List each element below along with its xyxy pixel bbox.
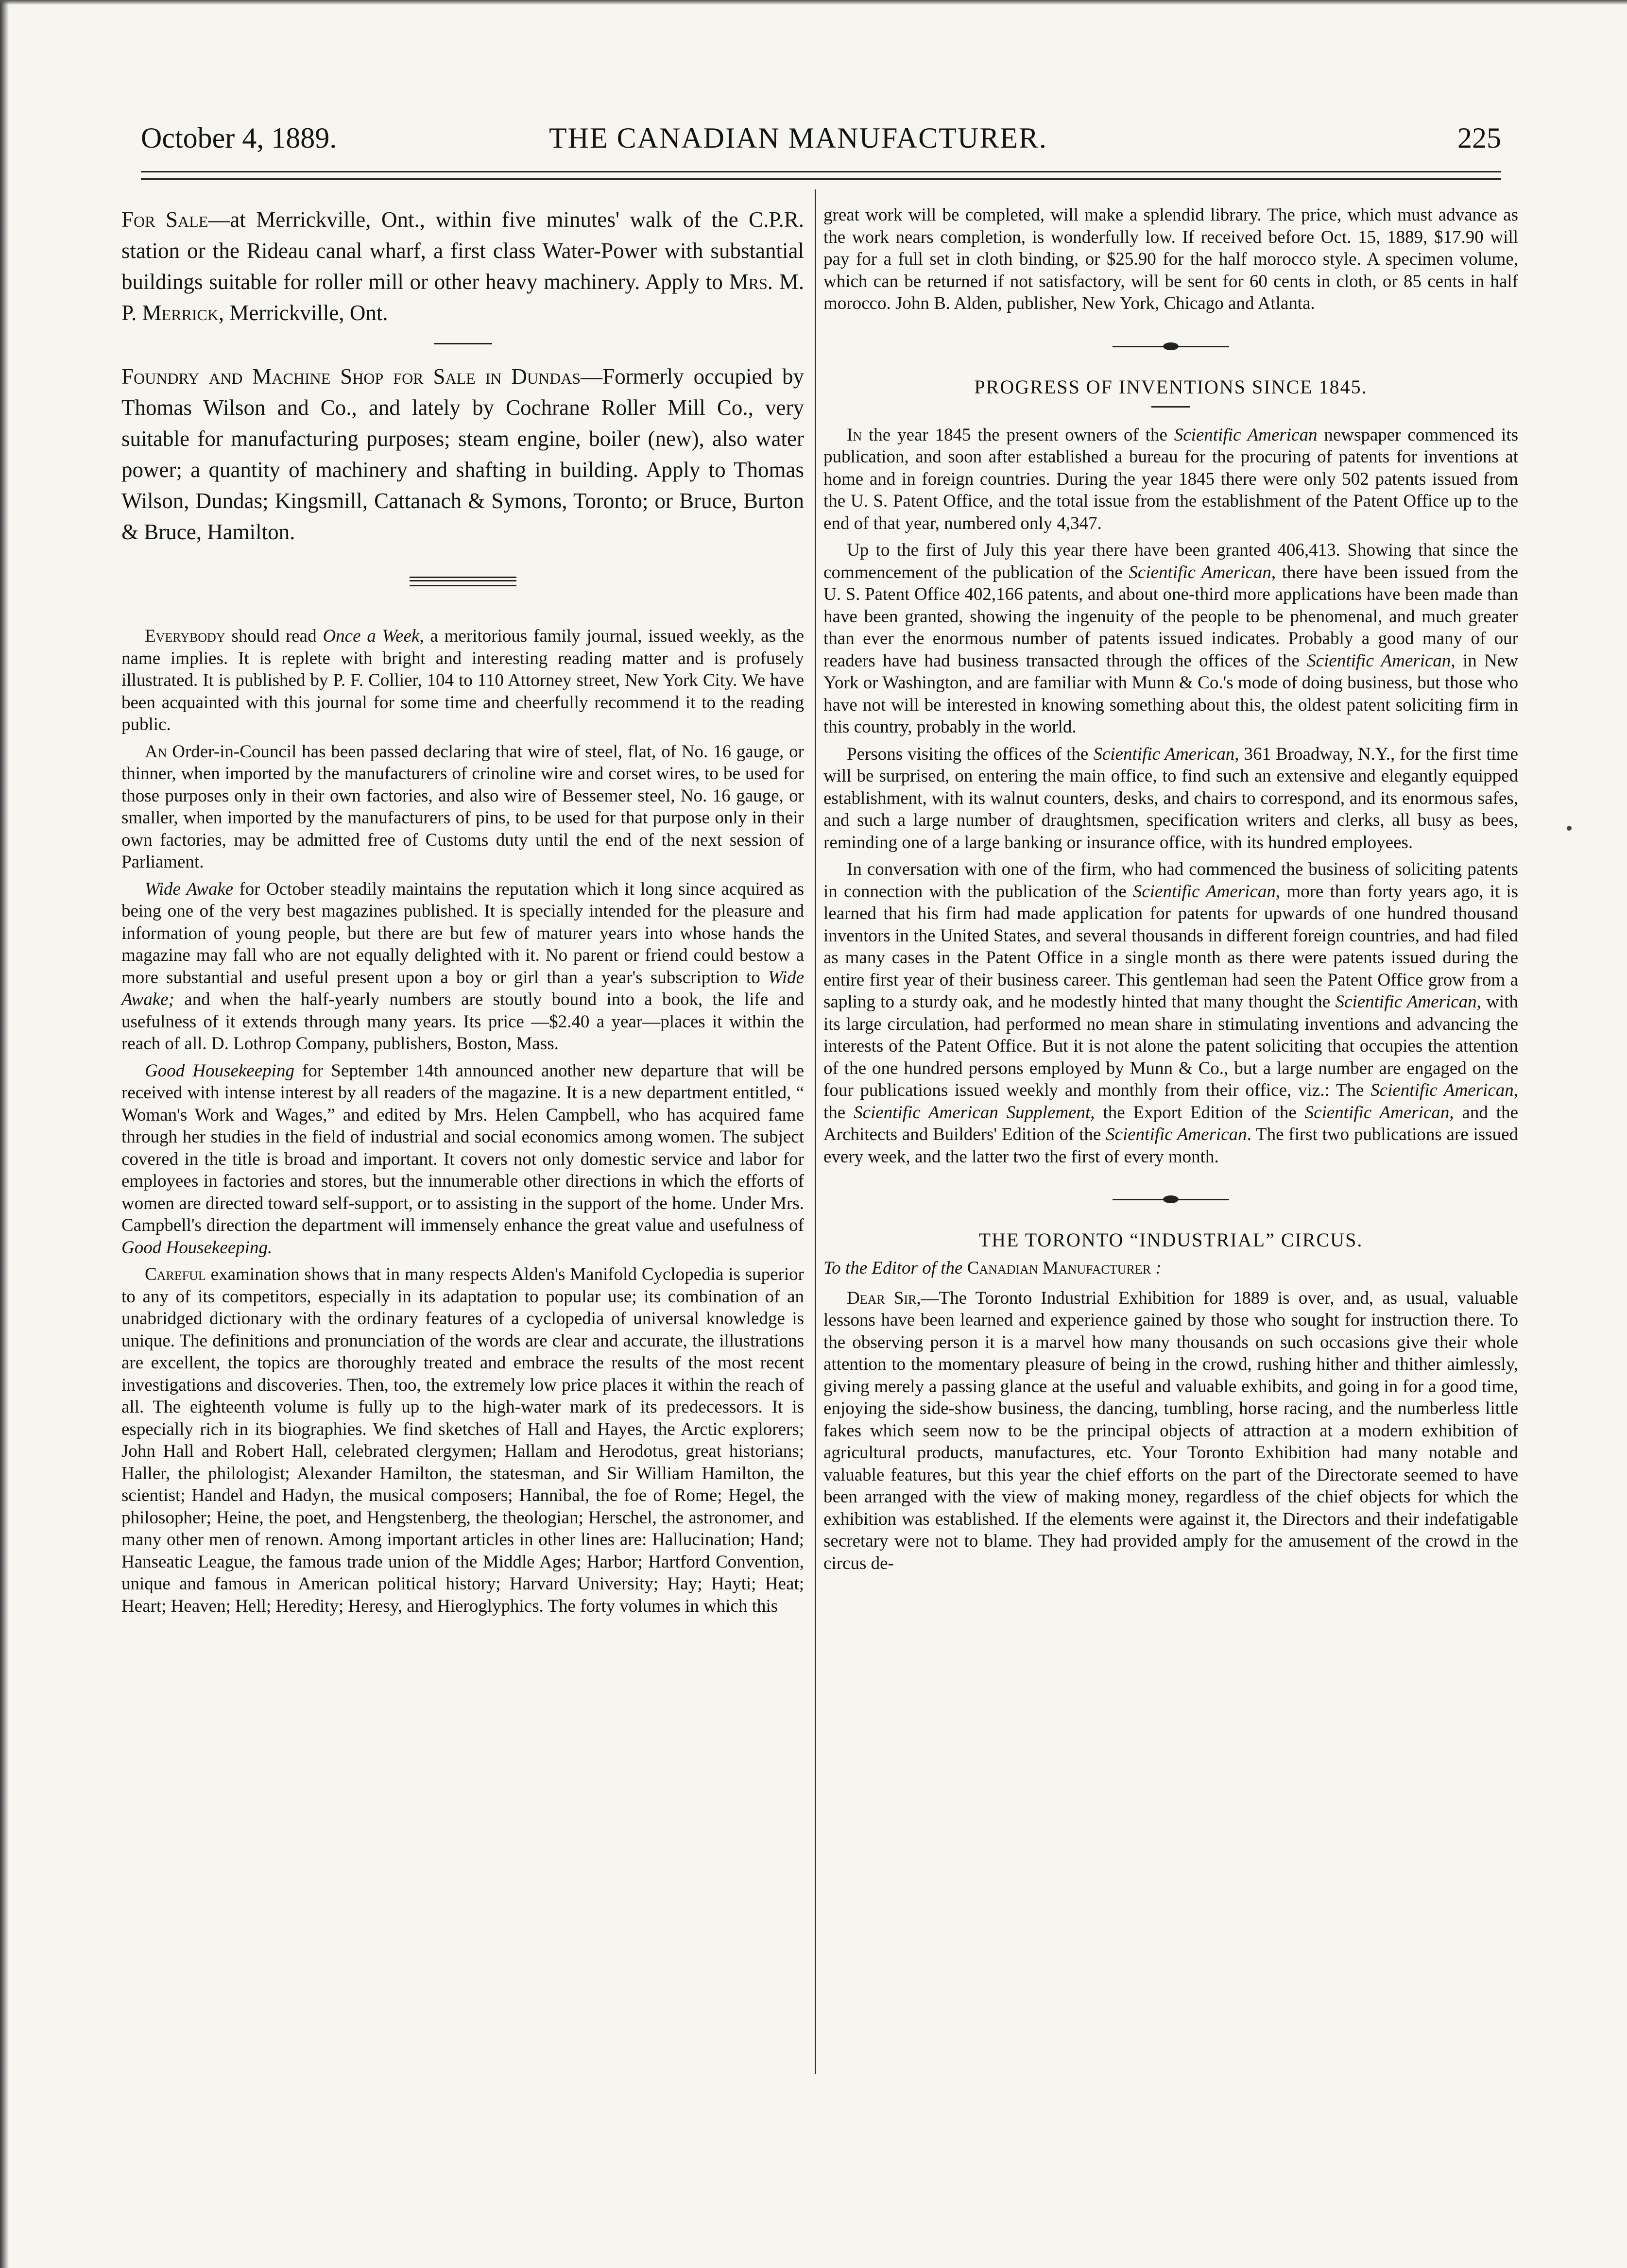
ad-contact: Mrs. M. P. Merrick bbox=[121, 270, 804, 325]
notes-block bbox=[121, 625, 804, 1617]
para-italic: Wide Awake bbox=[145, 879, 234, 899]
header-rule bbox=[141, 171, 1501, 180]
ad-text: —Formerly occupied by Thomas Wilson and Co., and lately by Cochrane Roller Mill Co., very suitable for manufacturing purposes; steam engine, boiler (new), also water power; a quantity of machinery and shafting in building. Apply to Thomas Wilson, Dundas; Kingsmill, Cattanach & Symons, Toronto; or Bruce, Burton & Bruce, Hamilton. bbox=[121, 364, 805, 544]
para-text: —The Toronto Industrial Exhibition for 1889 is over, and, as usual, valuable lessons have been learned and experience gained by those who sought for instruction there. To the observing person it is a marvel how many thousands on such occasions give their whole attention to the momentary pleasure of being in the crowd, rushing hither and thither aimlessly, giving merely a passing glance at the useful and valuable exhibits, and going in for a good time, enjoying the side-show business, the dancing, tumbling, horse racing, and the numberless little fakes which seem now to be the principal objects of attraction at a modern exhibition of agricultural products, manufactures, etc. Your Toronto Exhibition had many notable and valuable features, but this year the chief efforts on the part of the Directorate seemed to have been arranged with the view of making money, regardless of the chief objects for which the exhibition was established. If the elements were against it, the Directors and their indefatigable secretary were not to blame. They had provided amply for the amusement of the crowd in the circus de- bbox=[823, 1288, 1518, 1573]
paragraph-circus-1 bbox=[823, 1287, 1518, 1575]
para-italic: Scientific American bbox=[1335, 992, 1477, 1012]
scan-edge-left bbox=[0, 0, 9, 2268]
para-italic: Scientific American bbox=[1304, 1102, 1450, 1123]
scan-speck bbox=[1567, 826, 1572, 831]
para-text: examination shows that in many respects Alden's Manifold Cyclopedia is superior to any of its competitors, especially in its adaptation to popular use; its combination of an unabridged dictionary with the ordinary features of a cyclopedia of universal knowledge is unique. The definitions and pronunciation of the words are clear and accurate, the illustrations are excellent, the topics are thoroughly treated and embrace the results of the most recent investigations and discoveries. Then, too, the extremely low price places it within the reach of all. The eighteenth volume is fully up to the high-water mark of its predecessors. It is especially rich in its biographies. We find sketches of Hall and Hayes, the Arctic explorers; John Hall and Robert Hall, celebrated clergymen; Hallam and Herodotus, great historians; Haller, the philologist; Alexander Hamilton, the statesman, and Sir William Hamilton, the scientist; Handel and Hadyn, the musical composers; Hannibal, the foe of Rome; Hegel, the philosopher; Heine, the poet, and Hengstenberg, the theologian; Herschel, the astronomer, and many other men of renown. Among important articles in other lines are: Hallucination; Hand; Hanseatic League, the famous trade union of the Middle Ages; Harbor; Hartford Convention, unique and famous in American political history; Harvard University; Hay; Hayti; Heat; Heart; Heaven; Hell; Heredity; Heresy, and Hieroglyphics. The forty volumes in which this bbox=[121, 1264, 804, 1616]
para-text: , there have been issued from the U. S. Patent Office 402,166 patents, and about one-third more applications have been made than have been granted, showing the ingenuity of the people to be phenomenal, and much greater than ever the enormous number of patents issued indicates. Probably a good many of our readers have had business transacted through the offices of the bbox=[823, 562, 1518, 671]
ad-separator bbox=[434, 343, 492, 344]
ad-tail: , Merrickville, Ont. bbox=[218, 301, 388, 325]
para-text: for September 14th announced another new departure that will be received with intense interest by all readers of the magazine. It is a new department entitled, “ Woman's Work and Wages,” and edited by Mrs. Helen Campbell, who has acquired fame through her studies in the field of industrial and social economics among women. The subject covered in the title is broad and important. It covers not only domestic service and labor for employees in factories and stores, but the innumerable other directions in which the efforts of women are directed toward self-support, or to assisting in the support of the home. Under Mrs. Campbell's direction the department will immensely enhance the great value and usefulness of bbox=[121, 1060, 804, 1235]
heading-rule bbox=[1151, 406, 1190, 408]
para-italic: Once a Week bbox=[323, 626, 420, 646]
issue-date: October 4, 1889. bbox=[141, 122, 337, 154]
para-italic: Good Housekeeping. bbox=[121, 1237, 273, 1258]
paragraph-alden-continued: great work will be completed, will make a splendid library. The price, which must advance as the work nears completion, is wonderfully low. If received before Oct. 15, 1889, $17.90 will pay for a full set in cloth binding, or $25.90 for the half morocco style. A specimen volume, which can be returned if not satisfactory, will be sent for 60 cents in cloth, or 85 cents in half morocco. John B. Alden, publisher, New York, Chicago and Atlanta. bbox=[823, 205, 1518, 313]
address-publication: Canadian Manufacturer bbox=[967, 1258, 1151, 1278]
left-column bbox=[121, 204, 804, 1617]
para-lead: Careful bbox=[145, 1264, 206, 1284]
right-column bbox=[823, 204, 1518, 1574]
para-text: should read bbox=[225, 626, 323, 646]
para-italic: Scientific American bbox=[1174, 425, 1318, 445]
para-italic: Scientific American bbox=[1307, 650, 1451, 671]
para-text: , a meritorious family journal, issued weekly, as the name implies. It is replete with bright and interesting reading matter and is profusely illustrated. It is published by P. F. Collier, 104 to 110 Attorney street, New York City. We have been acquainted with this journal for some time and cheerfully recommend it to the reading public. bbox=[121, 626, 804, 734]
ad-text: —at Merrickville, Ont., within five minutes' walk of the C.P.R. station or the Rideau canal wharf, a first class Water-Power with substantial buildings suitable for roller mill or other heavy machinery. Apply to bbox=[121, 207, 804, 294]
para-italic: Scientific American bbox=[1129, 562, 1271, 582]
page-header bbox=[141, 121, 1501, 165]
address-italic: To the Editor of the bbox=[823, 1258, 967, 1278]
publication-title: THE CANADIAN MANUFACTURER. bbox=[549, 122, 1047, 154]
para-text: , 361 Broadway, N.Y., for the first time will be surprised, on entering the main office, to find such an extensive and elegantly equipped establishment, with its walnut counters, desks, and chairs to correspond, and its enormous safes, and such a large number of draughtsmen, specification writers and clerks, all busy as bees, reminding one of a large banking or insurance office, with its hundred employees. bbox=[823, 744, 1518, 853]
paragraph-once-a-week bbox=[121, 625, 804, 736]
scan-edge-top bbox=[0, 0, 1627, 5]
para-italic: Scientific American bbox=[1132, 881, 1276, 902]
paragraph-good-housekeeping bbox=[121, 1060, 804, 1259]
para-text: newspaper commenced its publication, and soon after established a bureau for the procuring of patents for inventions at home and in foreign countries. During the year 1845 there were only 502 patents issued from the U. S. Patent Office, and the total issue from the establishment of the Patent Office up to the end of that year, numbered only 4,347. bbox=[823, 425, 1518, 533]
ornamental-divider bbox=[1113, 1194, 1229, 1204]
para-text: In conversation with one of the firm, who had commenced the business of soliciting patents in connection with the publication of the bbox=[823, 859, 1518, 902]
para-text: Persons visiting the offices of the bbox=[847, 744, 1094, 764]
para-italic: Scientific American bbox=[1370, 1080, 1514, 1100]
para-text: Up to the first of July this year there have been granted 406,413. Showing that since the commencement of the publication of the bbox=[823, 540, 1518, 582]
para-text: , more than forty years ago, it is learned that his firm had made application for patents for upwards of one hundred thousand inventors in the United States, and several thousands in different foreign countries, and had filed as many cases in the Patent Office in a single month as there were patents issued during the entire first year of their business career. This gentleman had seen the Patent Office grow from a sapling to a sturdy oak, and he modestly hinted that many thought the bbox=[823, 881, 1519, 1012]
para-text: for October steadily maintains the reputation which it long since acquired as being one of the very best magazines published. It is specially intended for the pleasure and information of young people, but there are but few of maturer years into whose hands the magazine may fall who are not equally delighted with it. No parent or friend could bestow a more substantial and useful present upon a boy or girl than a year's subscription to bbox=[121, 879, 804, 988]
section-separator bbox=[410, 577, 516, 586]
para-italic: Scientific American bbox=[1093, 744, 1235, 764]
para-italic: Wide Awake; bbox=[121, 967, 804, 1009]
para-text: , and the Architects and Builders' Edition of the bbox=[823, 1102, 1519, 1144]
para-lead: An bbox=[145, 741, 167, 762]
para-text: , in New York or Washington, and are familiar with Munn & Co.'s mode of doing business, but those who have not will be interested in knowing something about this, the oldest patent soliciting firm in this country, probably in the world. bbox=[823, 650, 1518, 737]
para-lead: Everybody bbox=[145, 626, 225, 646]
column-divider bbox=[815, 189, 816, 2074]
para-lead: Dear Sir, bbox=[847, 1288, 921, 1308]
para-text: the year 1845 the present owners of the bbox=[862, 425, 1174, 445]
ad-lead: For Sale bbox=[121, 207, 208, 232]
paragraph-alden-cyclopedia bbox=[121, 1263, 804, 1617]
para-text: and when the half-yearly numbers are stoutly bound into a book, the life and usefulness of it extends through many years. Its price —$2.40 a year—places it within the reach of all. D. Lothrop Company, publishers, Boston, Mass. bbox=[121, 989, 804, 1054]
para-text: , the bbox=[823, 1080, 1518, 1123]
ad-merrickville bbox=[121, 204, 804, 328]
paragraph-inventions-1 bbox=[823, 424, 1518, 535]
heading-progress-of-inventions: PROGRESS OF INVENTIONS SINCE 1845. bbox=[974, 375, 1368, 398]
para-italic: Good Housekeeping bbox=[145, 1060, 294, 1081]
para-text: , the Export Edition of the bbox=[1090, 1102, 1305, 1123]
para-text: , with its large circulation, had performed no mean share in stimulating inventions and advancing the interests of the Patent Office. But it is not alone the patent soliciting that occupies the attention of the one hundred persons employed by Munn & Co., but a large number are engaged on the four publications issued weekly and monthly from their office, viz.: The bbox=[823, 992, 1518, 1100]
paragraph-wide-awake bbox=[121, 878, 804, 1055]
address-tail: : bbox=[1151, 1258, 1162, 1278]
para-text: Order-in-Council has been passed declaring that wire of steel, flat, of No. 16 gauge, or thinner, when imported by the manufacturers of crinoline wire and corset wires, to be used for those purposes only in their own factories, and also wire of Bessemer steel, No. 16 gauge, or smaller, when imported by the manufacturers of pins, to be used for that purpose only in their own factories, may be admitted free of Customs duty until the end of the next session of Parliament. bbox=[121, 741, 804, 872]
para-lead: In bbox=[847, 425, 862, 445]
para-italic: Scientific American Supplement bbox=[854, 1102, 1091, 1123]
letter-address bbox=[823, 1257, 1518, 1279]
heading-toronto-circus: THE TORONTO “INDUSTRIAL” CIRCUS. bbox=[978, 1229, 1363, 1251]
paragraph-inventions-3 bbox=[823, 743, 1518, 854]
ornamental-divider bbox=[1113, 341, 1229, 351]
paragraph-inventions-4 bbox=[823, 858, 1518, 1168]
para-italic: Scientific American bbox=[1106, 1125, 1247, 1144]
ad-dundas bbox=[121, 361, 804, 547]
paragraph-inventions-2 bbox=[823, 539, 1518, 738]
page-number: 225 bbox=[1457, 122, 1501, 154]
ad-lead: Foundry and Machine Shop for Sale in Dundas bbox=[121, 364, 581, 389]
paragraph-order-in-council bbox=[121, 741, 804, 873]
para-text: . The first two publications are issued every week, and the latter two the first of every month. bbox=[823, 1125, 1518, 1167]
